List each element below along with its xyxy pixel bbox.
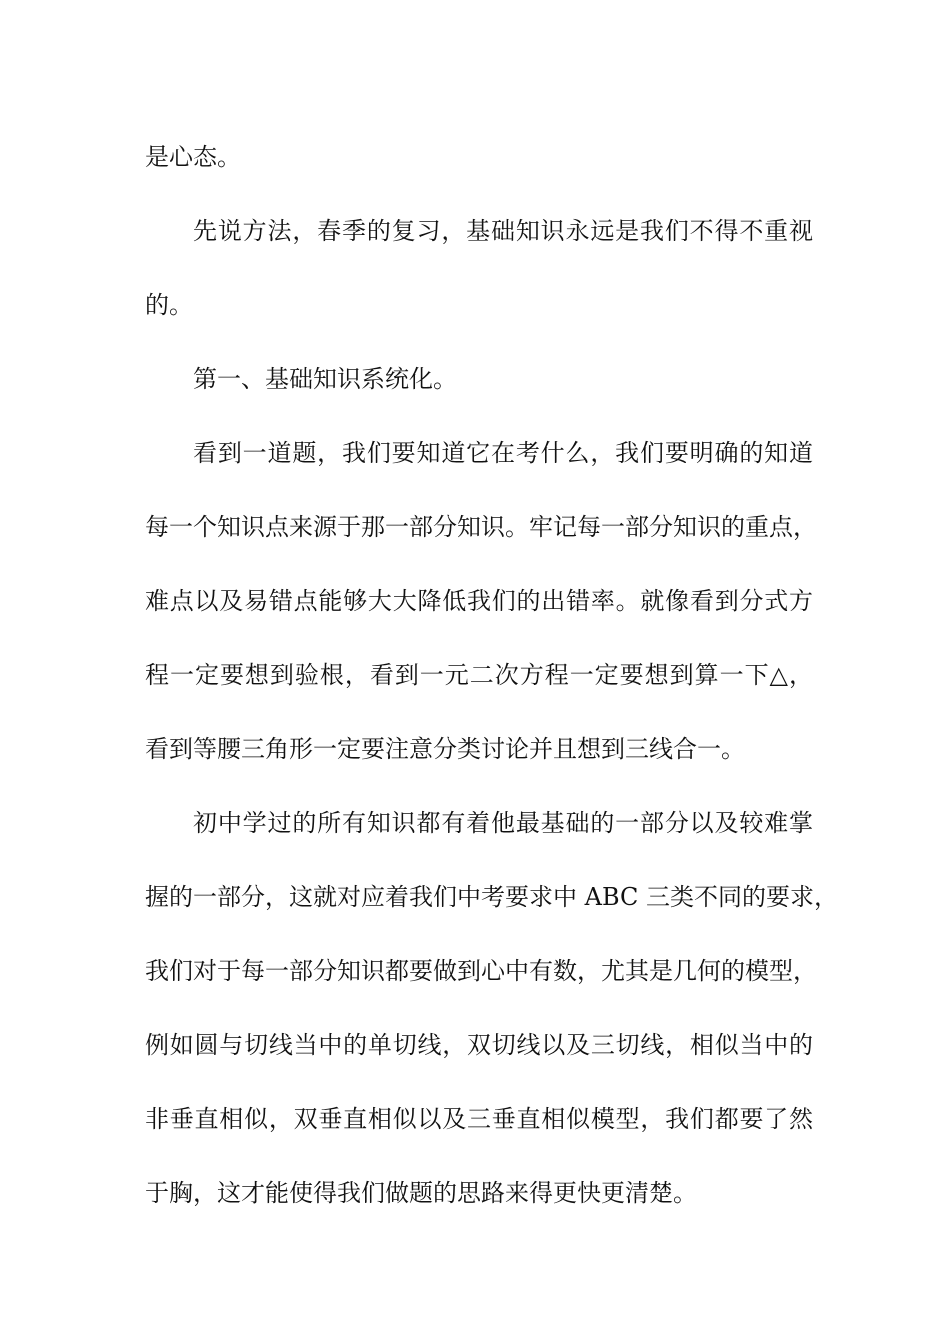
document-body (145, 120, 839, 1230)
text-line: 于胸，这才能使得我们做题的思路来得更快更清楚。 (145, 1179, 697, 1207)
text-line: 我们对于每一部分知识都要做到心中有数，尤其是几何的模型， (145, 957, 817, 985)
text-line: 程一定要想到验根，看到一元二次方程一定要想到算一下△， (145, 661, 813, 689)
text-line: 的。 (145, 291, 193, 319)
text-line: 是心态。 (145, 143, 241, 171)
paragraph-first-line: 初中学过的所有知识都有着他最基础的一部分以及较难掌 (193, 809, 813, 837)
paragraph-first-line: 看到一道题，我们要知道它在考什么，我们要明确的知道 (193, 439, 813, 467)
text-line: 握的一部分，这就对应着我们中考要求中 ABC 三类不同的要求， (145, 883, 839, 911)
text-line: 每一个知识点来源于那一部分知识。牢记每一部分知识的重点， (145, 513, 817, 541)
text-line: 例如圆与切线当中的单切线，双切线以及三切线，相似当中的 (145, 1031, 813, 1059)
paragraph-first-line: 先说方法，春季的复习，基础知识永远是我们不得不重视 (193, 217, 813, 245)
text-line: 非垂直相似，双垂直相似以及三垂直相似模型，我们都要了然 (145, 1105, 813, 1133)
text-line: 难点以及易错点能够大大降低我们的出错率。就像看到分式方 (145, 587, 813, 615)
section-heading: 第一、基础知识系统化。 (193, 365, 457, 393)
text-line: 看到等腰三角形一定要注意分类讨论并且想到三线合一。 (145, 735, 745, 763)
